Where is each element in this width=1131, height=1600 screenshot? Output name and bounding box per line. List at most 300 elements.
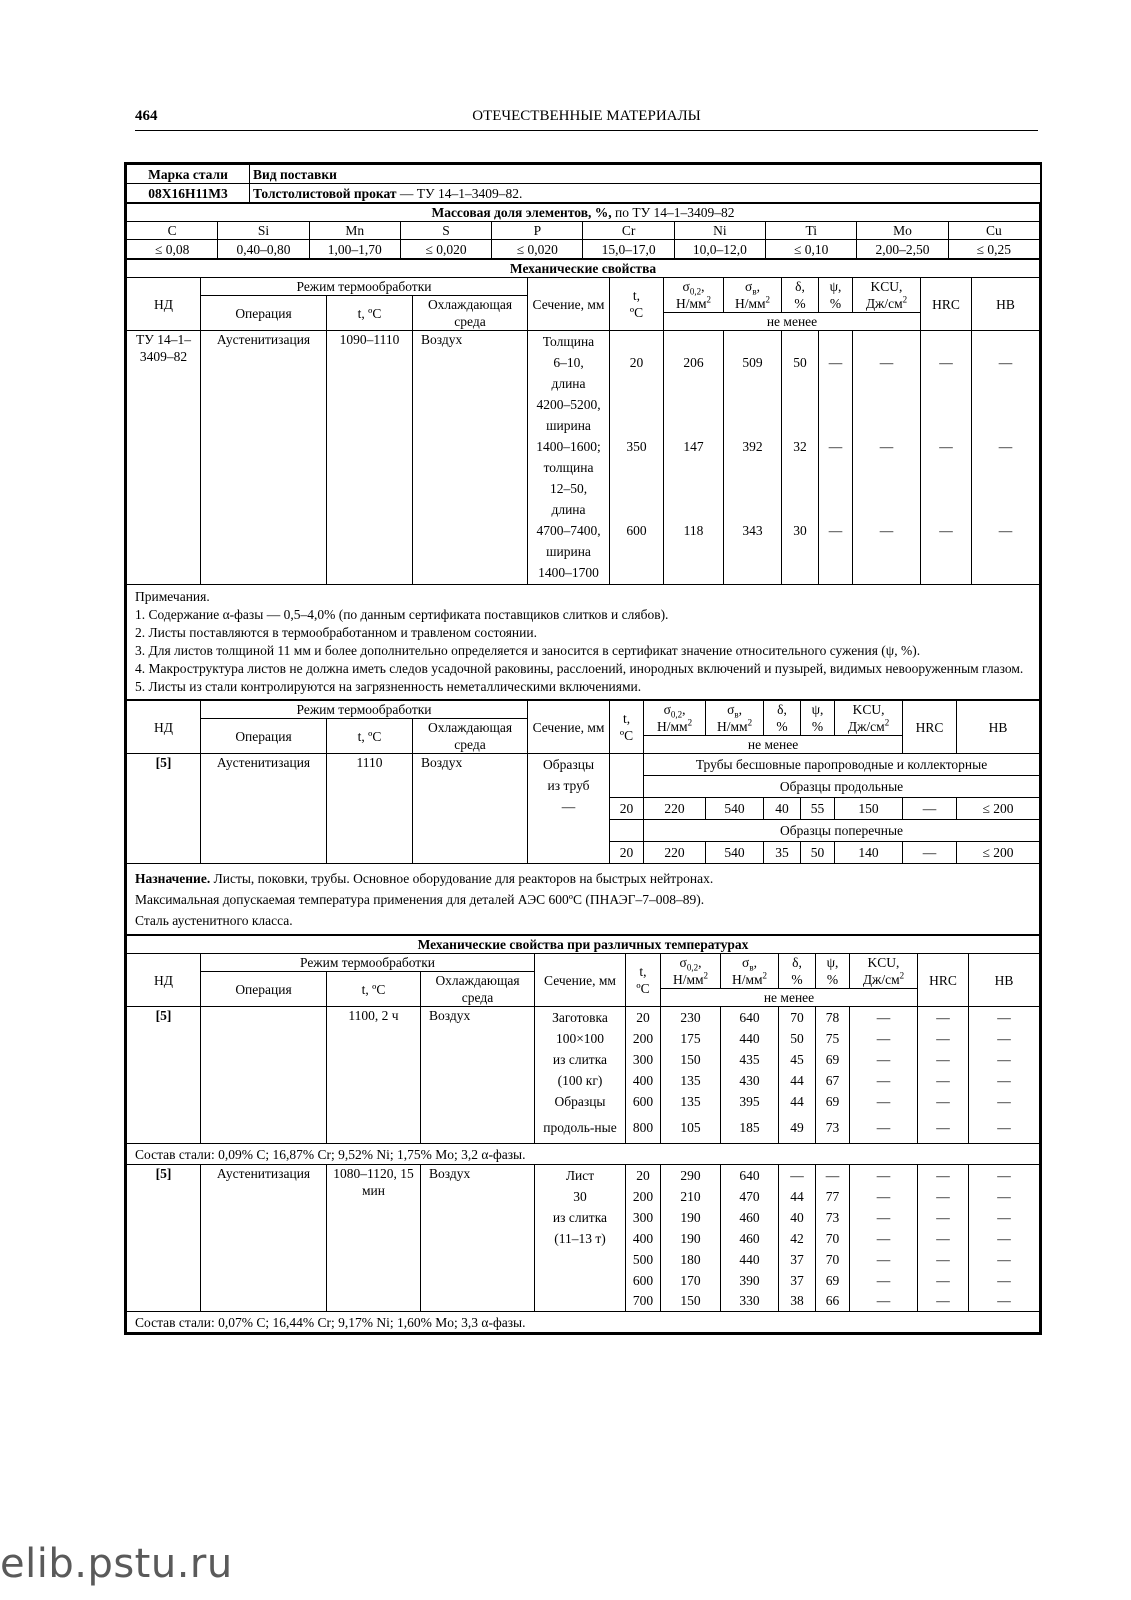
col-cooling: Охлаждающая среда — [413, 296, 528, 331]
composition-table — [126, 203, 1040, 259]
value-s02: 118 — [683, 523, 704, 538]
value-t: 600 — [626, 523, 647, 538]
value-hb: ≤ 200 — [957, 842, 1040, 864]
cooling-value: Воздух — [421, 1165, 535, 1312]
mech1-s02-col — [664, 331, 724, 585]
col-nd: НД — [127, 954, 201, 1007]
value-psi: 70 — [816, 1228, 850, 1249]
value-psi: 73 — [816, 1112, 850, 1144]
value-hb: — — [969, 1070, 1040, 1091]
value-d: 37 — [779, 1249, 816, 1270]
value-sb: 435 — [721, 1049, 779, 1070]
value-hrc: — — [918, 1249, 969, 1270]
col-t: t, ºC — [626, 954, 661, 1007]
value-kcu: — — [879, 523, 894, 538]
section-line: ширина — [546, 544, 591, 559]
value-s02: 135 — [661, 1070, 721, 1091]
col-section: Сечение, мм — [535, 954, 626, 1007]
value-t: 300 — [626, 1207, 661, 1228]
col-temp: t, ºC — [327, 719, 413, 754]
value-hb: — — [998, 355, 1013, 370]
value-hrc: — — [918, 1291, 969, 1312]
col-heat-mode: Режим термообработки — [201, 278, 528, 296]
value-s02: 230 — [661, 1007, 721, 1028]
section-line: Образцы — [543, 757, 595, 772]
section-line: 4200–5200, — [536, 397, 601, 412]
value-t: 600 — [626, 1091, 661, 1112]
col-sigmab: $\sigma_в$, $Н/мм^2$ — [721, 954, 779, 989]
element-symbol: Mn — [309, 222, 400, 240]
element-value: ≤ 0,25 — [948, 240, 1039, 259]
supply-value: Толстолистовой прокат — ТУ 14–1–3409–82. — [250, 184, 1041, 203]
value-kcu: — — [850, 1070, 918, 1091]
value-hrc: — — [939, 523, 953, 538]
running-title: ОТЕЧЕСТВЕННЫЕ МАТЕРИАЛЫ — [472, 108, 701, 124]
purpose-line-1: Назначение. Листы, поковки, трубы. Основное оборудование для реакторов на быстрых нейтронах. — [135, 871, 714, 886]
col-delta: δ, % — [779, 954, 816, 989]
col-psi: ψ, % — [801, 701, 835, 736]
value-d: 32 — [793, 439, 807, 454]
value-psi: — — [816, 1165, 850, 1186]
value-d: — — [779, 1165, 816, 1186]
section-line: Лист — [535, 1165, 626, 1186]
col-sigma02: $\sigma_{0,2}$, $Н/мм^2$ — [661, 954, 721, 989]
section-line: Образцы — [535, 1091, 626, 1112]
value-s02: 135 — [661, 1091, 721, 1112]
value-sb: 430 — [721, 1070, 779, 1091]
section-line: длина — [551, 502, 586, 517]
col-section: Сечение, мм — [528, 701, 610, 754]
mech-table-1 — [126, 259, 1040, 700]
value-d: 30 — [793, 523, 807, 538]
value-psi: 75 — [816, 1028, 850, 1049]
element-symbol: Cu — [948, 222, 1039, 240]
section-line: толщина — [543, 460, 594, 475]
col-sigmab: $\sigma_в$, $Н/мм^2$ — [706, 701, 764, 736]
col-nd: НД — [127, 701, 201, 754]
value-sb: 640 — [721, 1165, 779, 1186]
col-hb: HB — [969, 954, 1040, 1007]
cooling-value: Воздух — [421, 1007, 535, 1144]
col-cooling: Охлаждающая среда — [413, 719, 528, 754]
value-psi: — — [828, 439, 843, 454]
purpose-block — [127, 864, 1040, 935]
col-hrc: HRC — [918, 954, 969, 1007]
value-hb: — — [969, 1291, 1040, 1312]
element-symbol: P — [492, 222, 583, 240]
value-kcu: — — [850, 1091, 918, 1112]
mech3-block-1 — [127, 1007, 1040, 1144]
element-value: ≤ 0,020 — [400, 240, 491, 259]
section-line: 6–10, — [553, 355, 584, 370]
value-s02: 190 — [661, 1207, 721, 1228]
not-less-label: не менее — [661, 989, 918, 1007]
mech1-hb-col — [972, 331, 1040, 585]
value-d: 45 — [779, 1049, 816, 1070]
mech1-nd: ТУ 14–1–3409–82 — [127, 331, 201, 585]
grade-table — [126, 164, 1040, 203]
element-value: ≤ 0,10 — [766, 240, 857, 259]
value-d: 44 — [779, 1186, 816, 1207]
section-line: — — [561, 799, 576, 814]
value-d: 38 — [779, 1291, 816, 1312]
value-d: 44 — [779, 1070, 816, 1091]
col-hrc: HRC — [921, 278, 972, 331]
note-item: 1. Содержание α-фазы — 0,5–4,0% (по данным сертификата поставщиков слитков и слябов). — [135, 607, 669, 622]
value-hb: — — [969, 1228, 1040, 1249]
col-hb: HB — [972, 278, 1040, 331]
section-line — [535, 1291, 626, 1312]
value-hrc: — — [918, 1165, 969, 1186]
element-value: 2,00–2,50 — [857, 240, 948, 259]
element-value: 15,0–17,0 — [583, 240, 674, 259]
section-line: 100×100 — [535, 1028, 626, 1049]
element-value: 0,40–0,80 — [218, 240, 309, 259]
value-psi: 69 — [816, 1270, 850, 1291]
mech3-composition-2: Состав стали: 0,07% C; 16,44% Cr; 9,17% Ni; 1,60% Mo; 3,3 α-фазы. — [127, 1312, 1040, 1333]
composition-title: Массовая доля элементов, %, по ТУ 14–1–3409–82 — [127, 204, 1040, 222]
section-line: из труб — [547, 778, 590, 793]
value-sb: 440 — [721, 1028, 779, 1049]
value-psi: 50 — [801, 842, 835, 864]
value-sb: 460 — [721, 1228, 779, 1249]
value-s02: 150 — [661, 1291, 721, 1312]
value-hrc: — — [918, 1228, 969, 1249]
value-d: 40 — [779, 1207, 816, 1228]
mech1-kcu-col — [853, 331, 921, 585]
mech2-section — [528, 754, 610, 864]
value-sb: 509 — [742, 355, 763, 370]
value-kcu: — — [850, 1028, 918, 1049]
section-line: Заготовка — [535, 1007, 626, 1028]
mech3-block-2 — [127, 1165, 1040, 1312]
notes-block — [127, 585, 1040, 700]
notes-list — [135, 606, 1031, 696]
section-line: 12–50, — [549, 481, 588, 496]
col-delta: δ, % — [764, 701, 801, 736]
value-s02: 175 — [661, 1028, 721, 1049]
value-hb: — — [969, 1165, 1040, 1186]
col-kcu: KCU, $Дж/см^2$ — [835, 701, 903, 736]
mech2-trans-label: Образцы поперечные — [644, 820, 1040, 842]
value-kcu: 140 — [835, 842, 903, 864]
element-symbol: S — [400, 222, 491, 240]
element-value: 1,00–1,70 — [309, 240, 400, 259]
value-d: 44 — [779, 1091, 816, 1112]
purpose-line-3: Сталь аустенитного класса. — [135, 913, 293, 928]
value-hrc: — — [918, 1091, 969, 1112]
col-temp: t, ºC — [327, 972, 421, 1007]
value-hrc: — — [918, 1007, 969, 1028]
mech2-temp: 1110 — [327, 754, 413, 864]
nd-value: [5] — [127, 1165, 201, 1312]
col-heat-mode: Режим термообработки — [201, 954, 535, 972]
value-psi: 67 — [816, 1070, 850, 1091]
element-value: 10,0–12,0 — [674, 240, 765, 259]
value-s02: 290 — [661, 1165, 721, 1186]
col-kcu: KCU, $Дж/см^2$ — [853, 278, 921, 313]
value-sb: 390 — [721, 1270, 779, 1291]
operation-value: Аустенитизация — [201, 1165, 327, 1312]
value-psi: 73 — [816, 1207, 850, 1228]
value-hrc: — — [939, 439, 953, 454]
value-psi: 66 — [816, 1291, 850, 1312]
value-kcu: 150 — [835, 798, 903, 820]
value-t: 300 — [626, 1049, 661, 1070]
mech1-section — [528, 331, 610, 585]
value-kcu: — — [879, 355, 894, 370]
section-line — [535, 1249, 626, 1270]
note-item: 2. Листы поставляются в термообработанном и травленом состоянии. — [135, 625, 537, 640]
value-t: 20 — [610, 842, 644, 864]
value-hrc: — — [918, 1028, 969, 1049]
value-hrc: — — [918, 1186, 969, 1207]
col-cooling: Охлаждающая среда — [421, 972, 535, 1007]
col-kcu: KCU, $Дж/см^2$ — [850, 954, 918, 989]
mech2-long-label: Образцы продольные — [644, 776, 1040, 798]
value-hb: — — [969, 1270, 1040, 1291]
note-item: 5. Листы из стали контролируются на загрязненность неметаллическими включениями. — [135, 679, 642, 694]
mech-table-2 — [126, 700, 1040, 935]
value-sb: 460 — [721, 1207, 779, 1228]
value-d: 42 — [779, 1228, 816, 1249]
mech1-cooling: Воздух — [413, 331, 528, 585]
section-line: 30 — [535, 1186, 626, 1207]
mech1-t-col — [610, 331, 664, 585]
value-kcu: — — [850, 1270, 918, 1291]
temp-value: 1080–1120, 15 мин — [327, 1165, 421, 1312]
value-kcu: — — [850, 1049, 918, 1070]
value-hb: — — [969, 1028, 1040, 1049]
supply-label: Вид поставки — [250, 165, 1041, 184]
mech1-sb-col — [724, 331, 782, 585]
value-hb: ≤ 200 — [957, 798, 1040, 820]
value-hb: — — [969, 1049, 1040, 1070]
mech3-composition-1: Состав стали: 0,09% C; 16,87% Cr; 9,52% Ni; 1,75% Mo; 3,2 α-фазы. — [127, 1144, 1040, 1165]
section-line: (11–13 т) — [535, 1228, 626, 1249]
value-hb: — — [969, 1249, 1040, 1270]
not-less-label: не менее — [664, 313, 921, 331]
value-s02: 105 — [661, 1112, 721, 1144]
value-hrc: — — [918, 1112, 969, 1144]
section-line: 1400–1700 — [538, 565, 599, 580]
col-hrc: HRC — [903, 701, 957, 754]
value-t: 800 — [626, 1112, 661, 1144]
value-hrc: — — [903, 798, 957, 820]
table-row — [127, 1165, 1040, 1186]
col-operation: Операция — [201, 719, 327, 754]
section-line: ширина — [546, 418, 591, 433]
temp-value: 1100, 2 ч — [327, 1007, 421, 1144]
element-symbol: Ti — [766, 222, 857, 240]
element-symbol: Si — [218, 222, 309, 240]
mech2-pipes-label: Трубы бесшовные паропроводные и коллекторные — [644, 754, 1040, 776]
element-symbol: Cr — [583, 222, 674, 240]
col-psi: ψ, % — [816, 954, 850, 989]
value-sb: 395 — [721, 1091, 779, 1112]
value-psi: 55 — [801, 798, 835, 820]
value-s02: 190 — [661, 1228, 721, 1249]
element-symbol: Mo — [857, 222, 948, 240]
value-d: 49 — [779, 1112, 816, 1144]
mech2-nd: [5] — [127, 754, 201, 864]
watermark: elib.pstu.ru — [0, 1541, 233, 1587]
steel-datasheet — [124, 162, 1042, 1335]
section-line: из слитка — [535, 1049, 626, 1070]
col-t: t, ºC — [610, 278, 664, 331]
value-kcu: — — [850, 1112, 918, 1144]
value-hb: — — [969, 1112, 1040, 1144]
value-psi: 77 — [816, 1186, 850, 1207]
section-line: продоль-ные — [535, 1112, 626, 1144]
value-d: 70 — [779, 1007, 816, 1028]
value-hrc: — — [918, 1070, 969, 1091]
value-t: 600 — [626, 1270, 661, 1291]
value-hb: — — [969, 1207, 1040, 1228]
value-hb: — — [969, 1007, 1040, 1028]
mech1-d-col — [782, 331, 819, 585]
value-psi: 78 — [816, 1007, 850, 1028]
value-hrc: — — [918, 1207, 969, 1228]
value-sb: 440 — [721, 1249, 779, 1270]
value-sb: 540 — [706, 842, 764, 864]
col-operation: Операция — [201, 296, 327, 331]
value-hrc: — — [918, 1049, 969, 1070]
col-section: Сечение, мм — [528, 278, 610, 331]
value-s02: 180 — [661, 1249, 721, 1270]
value-psi: 69 — [816, 1091, 850, 1112]
value-psi: — — [828, 355, 843, 370]
value-d: 50 — [779, 1028, 816, 1049]
section-line: длина — [551, 376, 586, 391]
value-t: 20 — [629, 355, 644, 370]
section-line: Толщина — [542, 334, 595, 349]
value-sb: 640 — [721, 1007, 779, 1028]
mech-table-3 — [126, 935, 1040, 1333]
value-t: 200 — [626, 1028, 661, 1049]
element-value: ≤ 0,020 — [492, 240, 583, 259]
value-s02: 147 — [683, 439, 704, 454]
value-hrc: — — [903, 842, 957, 864]
element-value: ≤ 0,08 — [127, 240, 218, 259]
value-kcu: — — [850, 1228, 918, 1249]
col-hb: HB — [957, 701, 1040, 754]
value-hb: — — [998, 439, 1013, 454]
value-t: 400 — [626, 1070, 661, 1091]
section-line: 1400–1600; — [536, 439, 601, 454]
mech2-t-blank — [610, 754, 644, 798]
col-psi: ψ, % — [819, 278, 853, 313]
page-header — [135, 106, 1038, 131]
mech1-hrc-col — [921, 331, 972, 585]
section-line — [535, 1270, 626, 1291]
value-t: 200 — [626, 1186, 661, 1207]
value-sb: 330 — [721, 1291, 779, 1312]
grade-label: Марка стали — [127, 165, 250, 184]
value-t: 500 — [626, 1249, 661, 1270]
notes-title: Примечания. — [135, 589, 210, 604]
value-hb: — — [969, 1186, 1040, 1207]
col-t: t, ºC — [610, 701, 644, 754]
nd-value: [5] — [127, 1007, 201, 1144]
value-t: 20 — [626, 1165, 661, 1186]
col-temp: t, ºC — [327, 296, 413, 331]
col-sigmab: $\sigma_в$, $Н/мм^2$ — [724, 278, 782, 313]
value-sb: 540 — [706, 798, 764, 820]
mech3-title: Механические свойства при различных температурах — [127, 936, 1040, 954]
section-line: из слитка — [535, 1207, 626, 1228]
value-t: 20 — [610, 798, 644, 820]
col-nd: НД — [127, 278, 201, 331]
value-kcu: — — [850, 1007, 918, 1028]
value-psi: 69 — [816, 1049, 850, 1070]
col-heat-mode: Режим термообработки — [201, 701, 528, 719]
value-d: 35 — [764, 842, 801, 864]
note-item: 4. Макроструктура листов не должна иметь следов усадочной раковины, расслоений, инородных включений и пузырей, видимых невооруженным глазом. — [135, 661, 1024, 676]
value-psi: 70 — [816, 1249, 850, 1270]
element-symbol: C — [127, 222, 218, 240]
mech1-title: Механические свойства — [127, 260, 1040, 278]
value-sb: 343 — [742, 523, 763, 538]
value-s02: 220 — [644, 842, 706, 864]
value-t: 400 — [626, 1228, 661, 1249]
mech1-operation: Аустенитизация — [201, 331, 327, 585]
col-sigma02: $\sigma_{0,2}$, $Н/мм^2$ — [664, 278, 724, 313]
value-kcu: — — [850, 1207, 918, 1228]
value-t: 350 — [626, 439, 647, 454]
table-row — [127, 1007, 1040, 1028]
value-d: 40 — [764, 798, 801, 820]
element-symbol: Ni — [674, 222, 765, 240]
section-line: (100 кг) — [535, 1070, 626, 1091]
value-d: 50 — [793, 355, 807, 370]
value-kcu: — — [850, 1165, 918, 1186]
page-number: 464 — [135, 108, 158, 124]
value-kcu: — — [850, 1186, 918, 1207]
value-t: 700 — [626, 1291, 661, 1312]
value-d: 37 — [779, 1270, 816, 1291]
value-s02: 206 — [683, 355, 704, 370]
col-delta: δ, % — [782, 278, 819, 313]
col-sigma02: $\sigma_{0,2}$, $Н/мм^2$ — [644, 701, 706, 736]
operation-value — [201, 1007, 327, 1144]
value-t: 20 — [626, 1007, 661, 1028]
section-line: 4700–7400, — [536, 523, 601, 538]
mech1-temp: 1090–1110 — [327, 331, 413, 585]
purpose-line-2: Максимальная допускаемая температура применения для деталей АЭС 600ºС (ПНАЭГ–7–008–89). — [135, 892, 705, 907]
value-s02: 210 — [661, 1186, 721, 1207]
mech2-operation: Аустенитизация — [201, 754, 327, 864]
col-operation: Операция — [201, 972, 327, 1007]
value-kcu: — — [850, 1291, 918, 1312]
value-hrc: — — [918, 1270, 969, 1291]
value-s02: 150 — [661, 1049, 721, 1070]
not-less-label: не менее — [644, 736, 903, 754]
value-s02: 170 — [661, 1270, 721, 1291]
value-kcu: — — [850, 1249, 918, 1270]
value-sb: 185 — [721, 1112, 779, 1144]
grade-value: 08Х16Н11М3 — [127, 184, 250, 203]
note-item: 3. Для листов толщиной 11 мм и более дополнительно определяется и заносится в сертификат значение относительного сужения (ψ, %). — [135, 643, 921, 658]
value-sb: 470 — [721, 1186, 779, 1207]
mech2-t-blank — [610, 820, 644, 842]
mech2-cooling: Воздух — [413, 754, 528, 864]
value-kcu: — — [879, 439, 894, 454]
value-sb: 392 — [742, 439, 763, 454]
value-psi: — — [828, 523, 843, 538]
value-hb: — — [998, 523, 1013, 538]
value-hb: — — [969, 1091, 1040, 1112]
